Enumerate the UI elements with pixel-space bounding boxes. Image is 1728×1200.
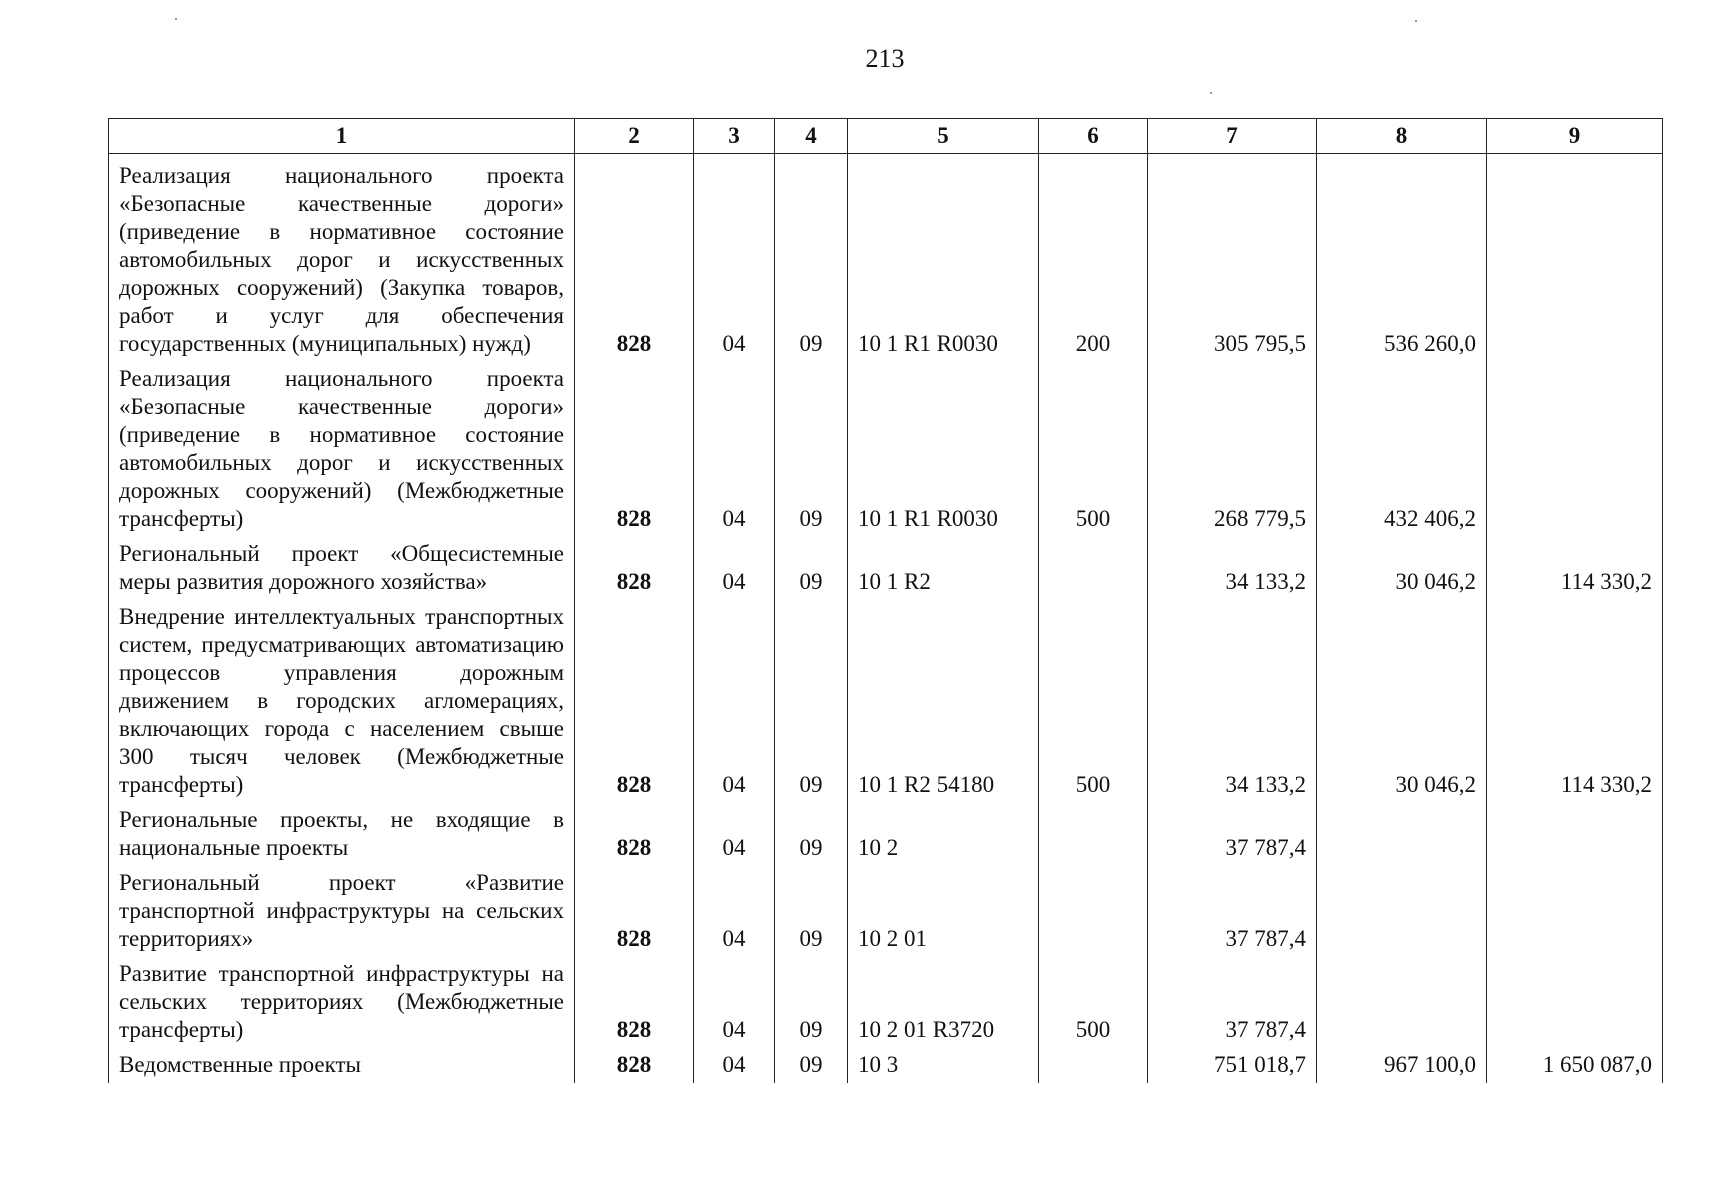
header-col-7: 7 xyxy=(1148,119,1317,154)
row-ministry-code: 828 xyxy=(575,600,694,803)
table-row xyxy=(109,537,1663,600)
row-subsection: 09 xyxy=(775,154,848,363)
row-amount-col7: 751 018,7 xyxy=(1148,1048,1317,1083)
row-name: Реализация национального проекта «Безопасные качественные дороги» (приведение в нормативное состояние автомобильных дорог и искусственных дорожных сооружений) (Закупка товаров, работ и услуг для обеспечения государственных (муниципальных) нужд) xyxy=(109,154,575,363)
table-body xyxy=(109,154,1663,1084)
table-header xyxy=(109,119,1663,154)
row-section: 04 xyxy=(694,803,775,866)
row-section: 04 xyxy=(694,600,775,803)
row-amount-col7: 37 787,4 xyxy=(1148,803,1317,866)
row-amount-col9: 114 330,2 xyxy=(1487,600,1663,803)
row-amount-col8 xyxy=(1317,866,1487,957)
row-amount-col8: 30 046,2 xyxy=(1317,537,1487,600)
header-col-3: 3 xyxy=(694,119,775,154)
header-col-5: 5 xyxy=(848,119,1039,154)
row-target-article: 10 3 xyxy=(848,1048,1039,1083)
row-name: Развитие транспортной инфраструктуры на сельских территориях (Межбюджетные трансферты) xyxy=(109,957,575,1048)
row-target-article: 10 1 R2 54180 xyxy=(848,600,1039,803)
table-row xyxy=(109,866,1663,957)
row-subsection: 09 xyxy=(775,866,848,957)
row-amount-col9 xyxy=(1487,803,1663,866)
row-expense-type xyxy=(1039,537,1148,600)
table-row xyxy=(109,957,1663,1048)
table-row xyxy=(109,154,1663,363)
row-amount-col7: 34 133,2 xyxy=(1148,600,1317,803)
row-amount-col9 xyxy=(1487,866,1663,957)
table-row xyxy=(109,600,1663,803)
row-expense-type: 500 xyxy=(1039,600,1148,803)
row-amount-col7: 37 787,4 xyxy=(1148,957,1317,1048)
row-target-article: 10 1 R1 R0030 xyxy=(848,154,1039,363)
row-ministry-code: 828 xyxy=(575,1048,694,1083)
row-amount-col7: 268 779,5 xyxy=(1148,362,1317,537)
row-ministry-code: 828 xyxy=(575,866,694,957)
row-target-article: 10 2 xyxy=(848,803,1039,866)
row-subsection: 09 xyxy=(775,957,848,1048)
row-section: 04 xyxy=(694,362,775,537)
row-name: Ведомственные проекты xyxy=(109,1048,575,1083)
row-expense-type: 500 xyxy=(1039,957,1148,1048)
header-row xyxy=(109,119,1663,154)
row-ministry-code: 828 xyxy=(575,154,694,363)
row-section: 04 xyxy=(694,957,775,1048)
row-target-article: 10 2 01 R3720 xyxy=(848,957,1039,1048)
row-amount-col9: 1 650 087,0 xyxy=(1487,1048,1663,1083)
table-row xyxy=(109,1048,1663,1083)
row-amount-col8: 967 100,0 xyxy=(1317,1048,1487,1083)
row-ministry-code: 828 xyxy=(575,537,694,600)
row-amount-col9 xyxy=(1487,154,1663,363)
row-amount-col8: 432 406,2 xyxy=(1317,362,1487,537)
row-name: Региональные проекты, не входящие в национальные проекты xyxy=(109,803,575,866)
row-amount-col8: 30 046,2 xyxy=(1317,600,1487,803)
row-subsection: 09 xyxy=(775,803,848,866)
row-amount-col9: 114 330,2 xyxy=(1487,537,1663,600)
row-subsection: 09 xyxy=(775,362,848,537)
row-target-article: 10 1 R2 xyxy=(848,537,1039,600)
header-col-4: 4 xyxy=(775,119,848,154)
table-row xyxy=(109,362,1663,537)
row-amount-col8 xyxy=(1317,957,1487,1048)
row-target-article: 10 1 R1 R0030 xyxy=(848,362,1039,537)
row-subsection: 09 xyxy=(775,1048,848,1083)
row-name: Реализация национального проекта «Безопасные качественные дороги» (приведение в нормативное состояние автомобильных дорог и искусственных дорожных сооружений) (Межбюджетные трансферты) xyxy=(109,362,575,537)
row-subsection: 09 xyxy=(775,537,848,600)
row-subsection: 09 xyxy=(775,600,848,803)
row-expense-type xyxy=(1039,803,1148,866)
row-name: Внедрение интеллектуальных транспортных систем, предусматривающих автоматизацию процессов управления дорожным движением в городских агломерациях, включающих города с населением свыше 300 тысяч человек (Межбюджетные трансферты) xyxy=(109,600,575,803)
row-section: 04 xyxy=(694,1048,775,1083)
row-amount-col8: 536 260,0 xyxy=(1317,154,1487,363)
row-expense-type xyxy=(1039,1048,1148,1083)
row-expense-type: 500 xyxy=(1039,362,1148,537)
row-section: 04 xyxy=(694,537,775,600)
header-col-2: 2 xyxy=(575,119,694,154)
row-ministry-code: 828 xyxy=(575,362,694,537)
row-target-article: 10 2 01 xyxy=(848,866,1039,957)
row-expense-type xyxy=(1039,866,1148,957)
row-amount-col7: 37 787,4 xyxy=(1148,866,1317,957)
row-amount-col8 xyxy=(1317,803,1487,866)
row-ministry-code: 828 xyxy=(575,803,694,866)
row-expense-type: 200 xyxy=(1039,154,1148,363)
scan-speck xyxy=(175,18,177,20)
row-section: 04 xyxy=(694,154,775,363)
header-col-6: 6 xyxy=(1039,119,1148,154)
row-name: Региональный проект «Развитие транспортной инфраструктуры на сельских территориях» xyxy=(109,866,575,957)
page-number: 213 xyxy=(865,44,905,73)
budget-table xyxy=(108,118,1663,1083)
header-col-9: 9 xyxy=(1487,119,1663,154)
scan-speck xyxy=(1210,92,1212,94)
header-col-8: 8 xyxy=(1317,119,1487,154)
row-ministry-code: 828 xyxy=(575,957,694,1048)
row-section: 04 xyxy=(694,866,775,957)
header-col-1: 1 xyxy=(109,119,575,154)
row-name: Региональный проект «Общесистемные меры развития дорожного хозяйства» xyxy=(109,537,575,600)
row-amount-col7: 34 133,2 xyxy=(1148,537,1317,600)
table-row xyxy=(109,803,1663,866)
row-amount-col7: 305 795,5 xyxy=(1148,154,1317,363)
scan-speck xyxy=(1415,20,1417,22)
row-amount-col9 xyxy=(1487,362,1663,537)
row-amount-col9 xyxy=(1487,957,1663,1048)
